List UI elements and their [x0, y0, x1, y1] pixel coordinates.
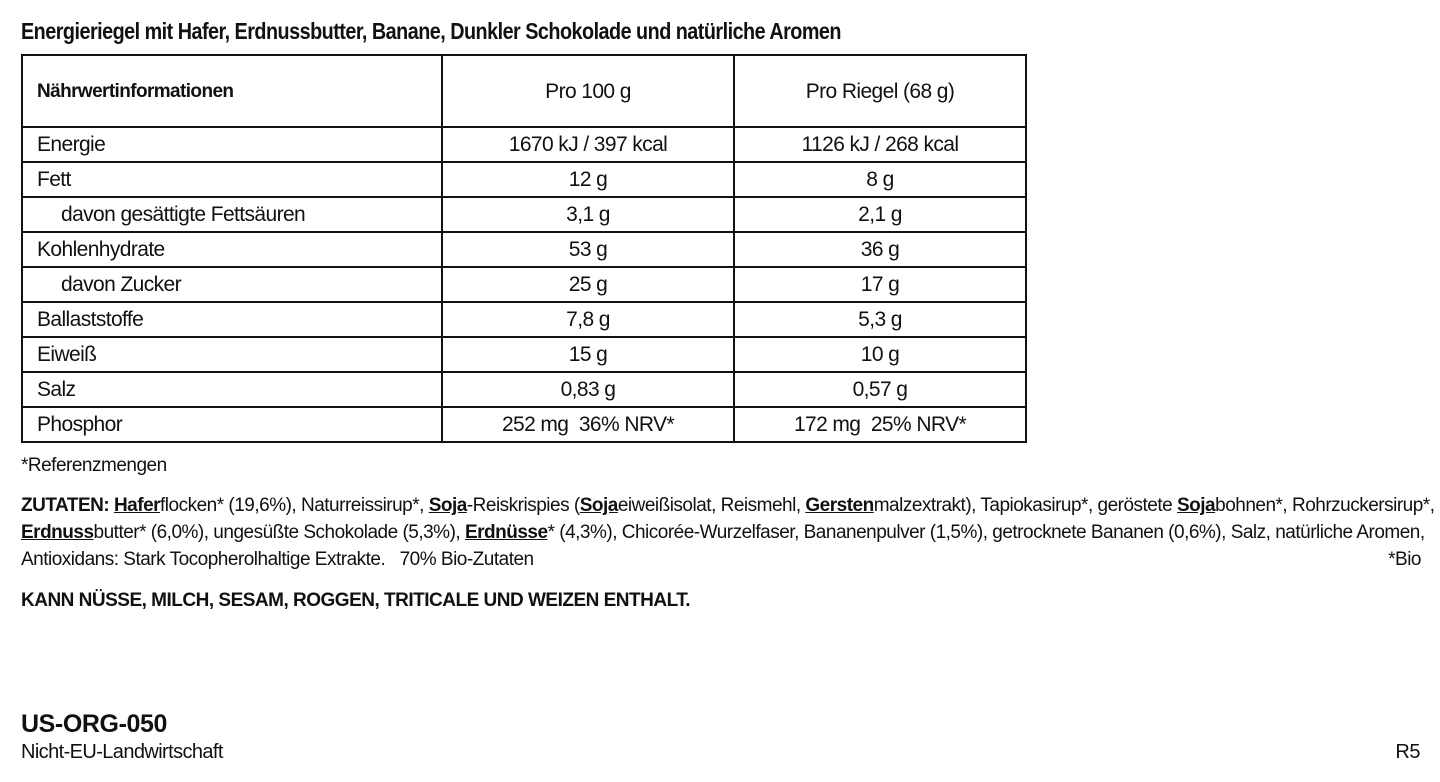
- nutrition-row: [22, 337, 1026, 372]
- ingredients-line-3: [21, 546, 1421, 573]
- ingredients-list: [21, 492, 1435, 573]
- bio-note: *Bio: [1388, 549, 1421, 570]
- nutrient-per100: 15 g: [442, 337, 734, 372]
- nutrient-perbar: 10 g: [734, 337, 1026, 372]
- allergen-highlight: Hafer: [113, 495, 161, 516]
- nutrient-name: Kohlenhydrate: [22, 232, 442, 267]
- nutrient-per100: 53 g: [442, 232, 734, 267]
- revision-code: R5: [1395, 741, 1420, 763]
- ingredient-text: * (4,3%), Chicorée-Wurzelfaser, Bananenpulver (1,5%), getrocknete Bananen (0,6%), Salz, natürliche Aromen,: [547, 522, 1425, 543]
- nutrient-per100: 252 mg 36% NRV*: [442, 407, 734, 442]
- nutrient-name: davon gesättigte Fettsäuren: [22, 197, 442, 232]
- nutrient-name: Ballaststoffe: [22, 302, 442, 337]
- nutrient-name: Phosphor: [22, 407, 442, 442]
- nutrition-header-label: Nährwertinformationen: [22, 55, 442, 127]
- nutrient-per100: 12 g: [442, 162, 734, 197]
- nutrition-row: [22, 372, 1026, 407]
- allergen-highlight: Gersten: [805, 495, 874, 516]
- ingredient-text: bohnen*, Rohrzuckersirup*,: [1215, 495, 1435, 516]
- nutrient-name: davon Zucker: [22, 267, 442, 302]
- nutrient-perbar: 0,57 g: [734, 372, 1026, 407]
- nutrient-per100: 7,8 g: [442, 302, 734, 337]
- ingredient-text: malzextrakt), Tapiokasirup*, geröstete: [873, 495, 1177, 516]
- nutrition-header-row: [22, 55, 1026, 127]
- nutrient-perbar: 5,3 g: [734, 302, 1026, 337]
- product-title: Energieriegel mit Hafer, Erdnussbutter, Banane, Dunkler Schokolade und natürliche Aromen: [21, 18, 841, 44]
- nutrient-perbar: 1126 kJ / 268 kcal: [734, 127, 1026, 162]
- nutrient-perbar: 2,1 g: [734, 197, 1026, 232]
- ingredient-text: -Reiskrispies (: [466, 495, 580, 516]
- allergen-highlight: Erdnuss: [21, 522, 94, 543]
- nutrition-table: [21, 54, 1027, 443]
- nutrient-per100: 0,83 g: [442, 372, 734, 407]
- ingredient-text: Antioxidans: Stark Tocopherolhaltige Extrakte. 70% Bio-Zutaten: [21, 549, 534, 570]
- nutrition-row: [22, 162, 1026, 197]
- ingredient-text: flocken* (19,6%), Naturreissirup*,: [160, 495, 429, 516]
- nutrition-header-perbar: Pro Riegel (68 g): [734, 55, 1026, 127]
- allergen-highlight: Soja: [428, 495, 467, 516]
- nutrient-perbar: 172 mg 25% NRV*: [734, 407, 1026, 442]
- nutrition-row: [22, 127, 1026, 162]
- nutrient-per100: 25 g: [442, 267, 734, 302]
- nutrient-name: Salz: [22, 372, 442, 407]
- allergen-highlight: Soja: [1177, 495, 1216, 516]
- nutrient-name: Eiweiß: [22, 337, 442, 372]
- ingredient-text: butter* (6,0%), ungesüßte Schokolade (5,3%),: [93, 522, 465, 543]
- nutrient-name: Fett: [22, 162, 442, 197]
- ingredient-text: eiweißisolat, Reismehl,: [617, 495, 806, 516]
- nutrient-per100: 1670 kJ / 397 kcal: [442, 127, 734, 162]
- nutrition-row: [22, 302, 1026, 337]
- allergen-warning: KANN NÜSSE, MILCH, SESAM, ROGGEN, TRITICALE UND WEIZEN ENTHALT.: [21, 590, 691, 611]
- ingredients-line-1: [21, 492, 1435, 519]
- allergen-highlight: Erdnüsse: [464, 522, 548, 543]
- nutrition-row: [22, 232, 1026, 267]
- nutrition-row: [22, 267, 1026, 302]
- nutrient-perbar: 17 g: [734, 267, 1026, 302]
- allergen-highlight: Soja: [579, 495, 618, 516]
- certification-origin: Nicht-EU-Landwirtschaft: [21, 741, 223, 763]
- nutrition-header-per100: Pro 100 g: [442, 55, 734, 127]
- ingredients-label: ZUTATEN:: [21, 495, 110, 516]
- nutrient-per100: 3,1 g: [442, 197, 734, 232]
- reference-footnote: *Referenzmengen: [21, 455, 167, 476]
- certification-code: US-ORG-050: [21, 710, 168, 738]
- nutrient-perbar: 8 g: [734, 162, 1026, 197]
- nutrition-row: [22, 407, 1026, 442]
- nutrient-name: Energie: [22, 127, 442, 162]
- nutrient-perbar: 36 g: [734, 232, 1026, 267]
- nutrition-row: [22, 197, 1026, 232]
- ingredients-line-2: [21, 519, 1425, 546]
